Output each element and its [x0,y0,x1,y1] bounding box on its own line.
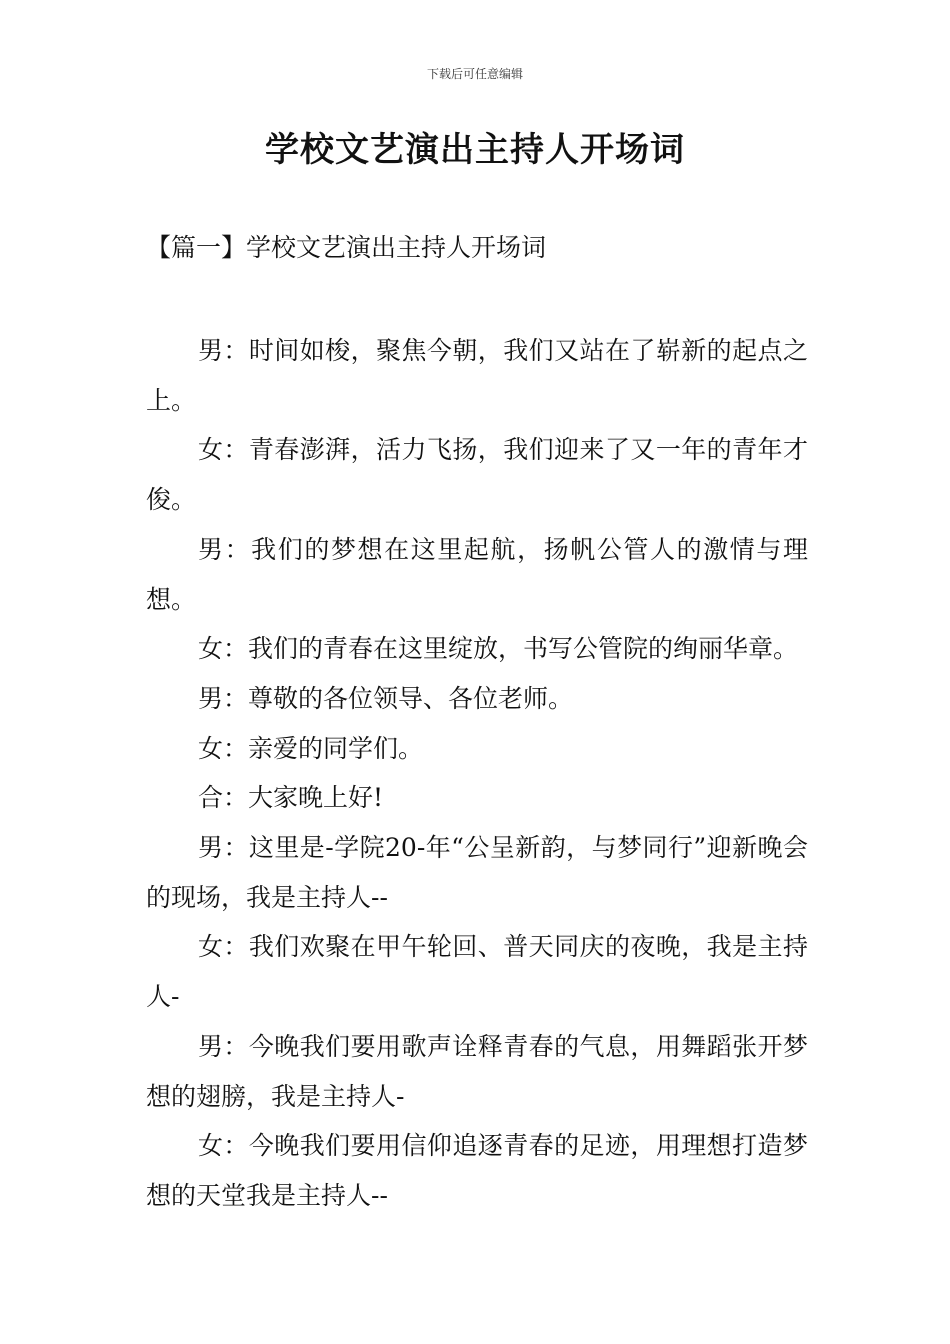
header-note: 下载后可任意编辑 [426,67,523,81]
paragraph: 女：青春澎湃，活力飞扬，我们迎来了又一年的青年才俊。 [146,435,808,515]
paragraph: 男：尊敬的各位领导、各位老师。 [198,683,574,713]
paragraph: 男：今晚我们要用歌声诠释青春的气息，用舞蹈张开梦想的翅膀，我是主持人- [146,1031,808,1111]
section-heading: 【篇一】学校文艺演出主持人开场词 [146,233,547,262]
paragraph: 合：大家晚上好! [198,783,384,813]
paragraph: 女：亲爱的同学们。 [198,733,424,763]
body-text [146,326,808,1221]
paragraph: 女：我们欢聚在甲午轮回、普天同庆的夜晚，我是主持人- [146,932,808,1012]
paragraph: 男：我们的梦想在这里起航，扬帆公管人的激情与理想。 [146,534,808,614]
paragraph: 男：时间如梭，聚焦今朝，我们又站在了崭新的起点之上。 [146,336,808,415]
paragraph: 女：我们的青春在这里绽放，书写公管院的绚丽华章。 [198,634,799,664]
paragraph: 男：这里是-学院20-年“公呈新韵，与梦同行”迎新晚会的现场，我是主持人-- [146,833,808,912]
paragraph: 女：今晚我们要用信仰追逐青春的足迹，用理想打造梦想的天堂我是主持人-- [146,1131,808,1210]
document-title: 学校文艺演出主持人开场词 [265,130,685,170]
